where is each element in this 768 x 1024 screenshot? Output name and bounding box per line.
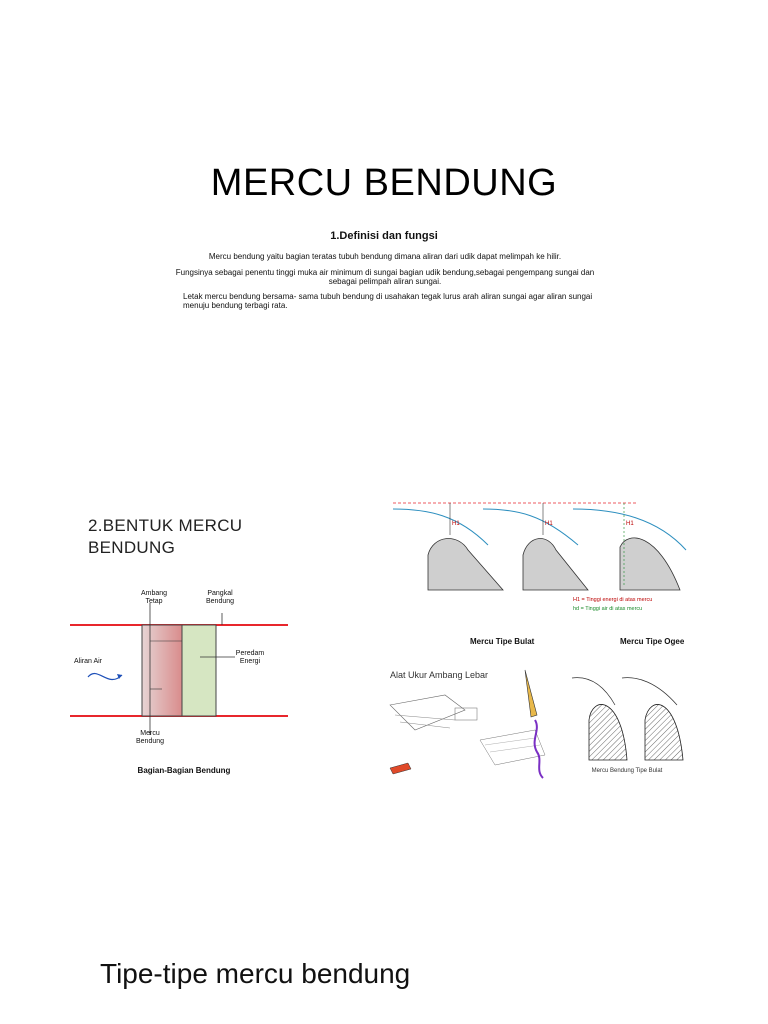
weir-parts-diagram [70,585,290,780]
ambang-tetap-label: Ambang Tetap [140,590,168,605]
diagram-caption: Bagian-Bagian Bendung [137,766,231,775]
crest-profile-1 [393,503,503,590]
crest-profile-diagrams [388,495,688,620]
svg-text:H1: H1 [626,521,634,527]
aliran-air-label: Aliran Air [74,658,103,665]
label-mercu-bulat: Mercu Tipe Bulat [470,637,535,646]
round-crest-sketch [567,660,689,785]
legend-hd: hd = Tinggi air di atas mercu [573,606,643,612]
alat-ukur-title: Alat Ukur Ambang Lebar [390,670,489,680]
peredam-energi-label: Peredam Energi [235,650,265,665]
page-title: MERCU BENDUNG [210,162,558,204]
location-paragraph: Letak mercu bendung bersama- sama tubuh bendung di usahakan tegak lurus arah aliran sungai agar aliran sungai menuju bendung terbagi rata. [183,292,593,310]
label-mercu-ogee: Mercu Tipe Ogee [620,637,685,646]
broad-crested-weir-sketch [385,660,560,785]
pangkal-bendung-label: Pangkal Bendung [205,590,235,605]
bulat-caption: Mercu Bendung Tipe Bulat [591,768,663,774]
mercu-bendung-label: Mercu Bendung [135,730,165,745]
types-title: Tipe-tipe mercu bendung [100,958,411,989]
pencil-hand-icon [390,763,411,774]
crest-profile-ogee [573,503,686,590]
legend-h1: H1 = Tinggi energi di atas mercu [573,597,653,603]
definition-paragraph: Mercu bendung yaitu bagian teratas tubuh bendung dimana aliran dari udik dapat melimpah ke hilir. [208,252,562,261]
svg-text:H1: H1 [452,521,460,527]
crest-profile-2 [483,503,588,590]
section-heading: 1.Definisi dan fungsi [330,230,438,242]
pencil-icon [525,670,537,717]
section-title: 2.BENTUK MERCU BENDUNG [88,516,243,557]
svg-text:H1: H1 [545,521,553,527]
fixed-sill-block [142,625,182,716]
flow-arrow-icon [88,674,122,680]
abutment-block [182,625,216,716]
function-paragraph: Fungsinya sebagai penentu tinggi muka air minimum di sungai bagian udik bendung,sebagai pengempang sungai dan sebagai pelimpah aliran sungai. [175,268,595,286]
